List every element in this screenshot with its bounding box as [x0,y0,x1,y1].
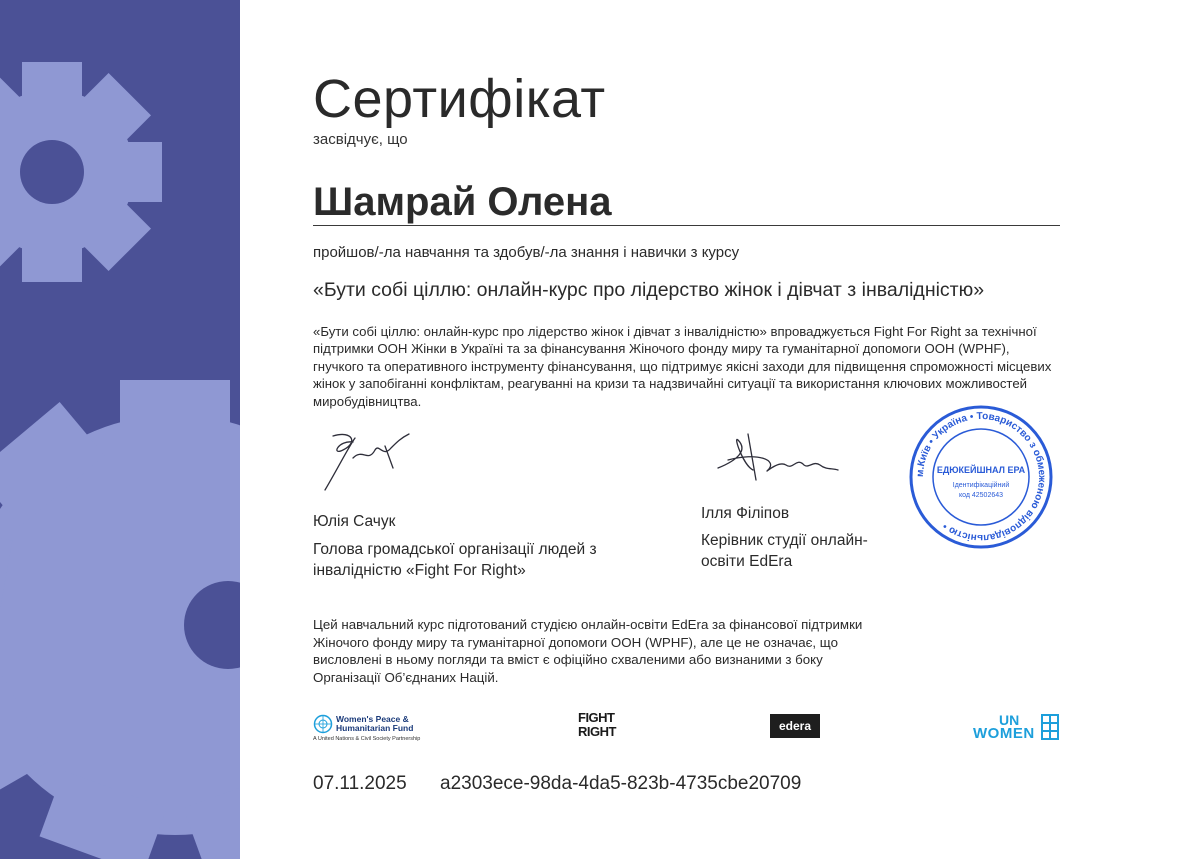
seal-code: код 42502643 [958,492,1004,499]
seal-ring-text: м.Київ • Україна • Товариство з обмеженою відповідальністю • [914,410,1048,544]
signature-1-image [313,428,423,498]
certificate-content [313,0,1063,859]
seal-center-name: ЕДЮКЕЙШНАЛ ЕРА [936,465,1026,475]
fight-for-right-logo [578,710,618,742]
certificate-subtitle: засвідчує, що [313,131,408,148]
edera-logo [770,714,820,738]
issue-date: 07.11.2025 [313,773,407,794]
name-underline [313,225,1060,226]
un-emblem-icon [313,714,333,734]
un-disclaimer: Цей навчальний курс підготований студією онлайн-освіти EdEra за фінансової підтримки Жіночого фонду миру та гуманітарної допомоги ООН (WPHF), але це не означає, що висловлені в ньому погляди та вміст є офіційно схваленими або визнаними з боку Організації Об’єднаних Націй. [313,617,863,685]
course-title: «Бути собі ціллю: онлайн-курс про лідерство жінок і дівчат з інвалідністю» [313,279,985,301]
seal-code-label: Ідентифікаційний [952,482,1010,489]
decorative-gear-band [0,0,240,859]
wphf-logo-line2: Humanitarian Fund [336,723,414,733]
signatory-2-role: Керівник студії онлайн-освіти EdEra [701,532,868,570]
company-seal-stamp [906,405,1056,550]
unwomen-logo-line2: WOMEN [973,725,1035,742]
recipient-name: Шамрай Олена [313,180,612,224]
edera-logo-text: edera [779,719,812,733]
signatory-2-name: Ілля Філіпов [701,505,790,522]
course-description: «Бути собі ціллю: онлайн-курс про лідерство жінок і дівчат з інвалідністю» впроваджується Fight For Right за технічної підтримки ООН Жінки в Україні та за фінансування Жіночого фонду миру та гуманітарної допомоги ООН (WPHF), гнучкого та оперативного інструменту фінансування, що підтримує якісні заходи для підвищення спроможності місцевих жінок у запобіганні конфліктам, реагуванні на кризи та надзвичайні ситуації та використання ключових можливостей миробудівництва. [313,324,1052,409]
svg-text:м.Київ • Україна • Товариство [915,411,1047,543]
wphf-logo-line3: A United Nations & Civil Society Partnership [313,736,421,742]
certificate-title: Сертифікат [313,69,606,129]
partner-logos [313,708,1060,744]
signatory-1-role: Голова громадської організації людей з інвалідністю «Fight For Right» [313,541,597,579]
unwomen-logo-line1: UN [999,712,1020,728]
ffr-logo-line1: FIGHT [578,710,615,725]
certificate-id: a2303ece-98da-4da5-823b-4735cbe20709 [440,773,802,794]
signature-2-image [708,430,843,485]
completion-statement: пройшов/-ла навчання та здобув/-ла знання і навички з курсу [313,244,740,261]
ffr-logo-line2: RIGHT [578,724,616,739]
gear-pattern [0,0,240,859]
wphf-logo-line1: Women's Peace & [336,714,409,724]
signatory-1-name: Юлія Сачук [313,513,396,530]
un-women-logo [973,712,1059,742]
un-women-emblem-icon [1041,714,1059,740]
